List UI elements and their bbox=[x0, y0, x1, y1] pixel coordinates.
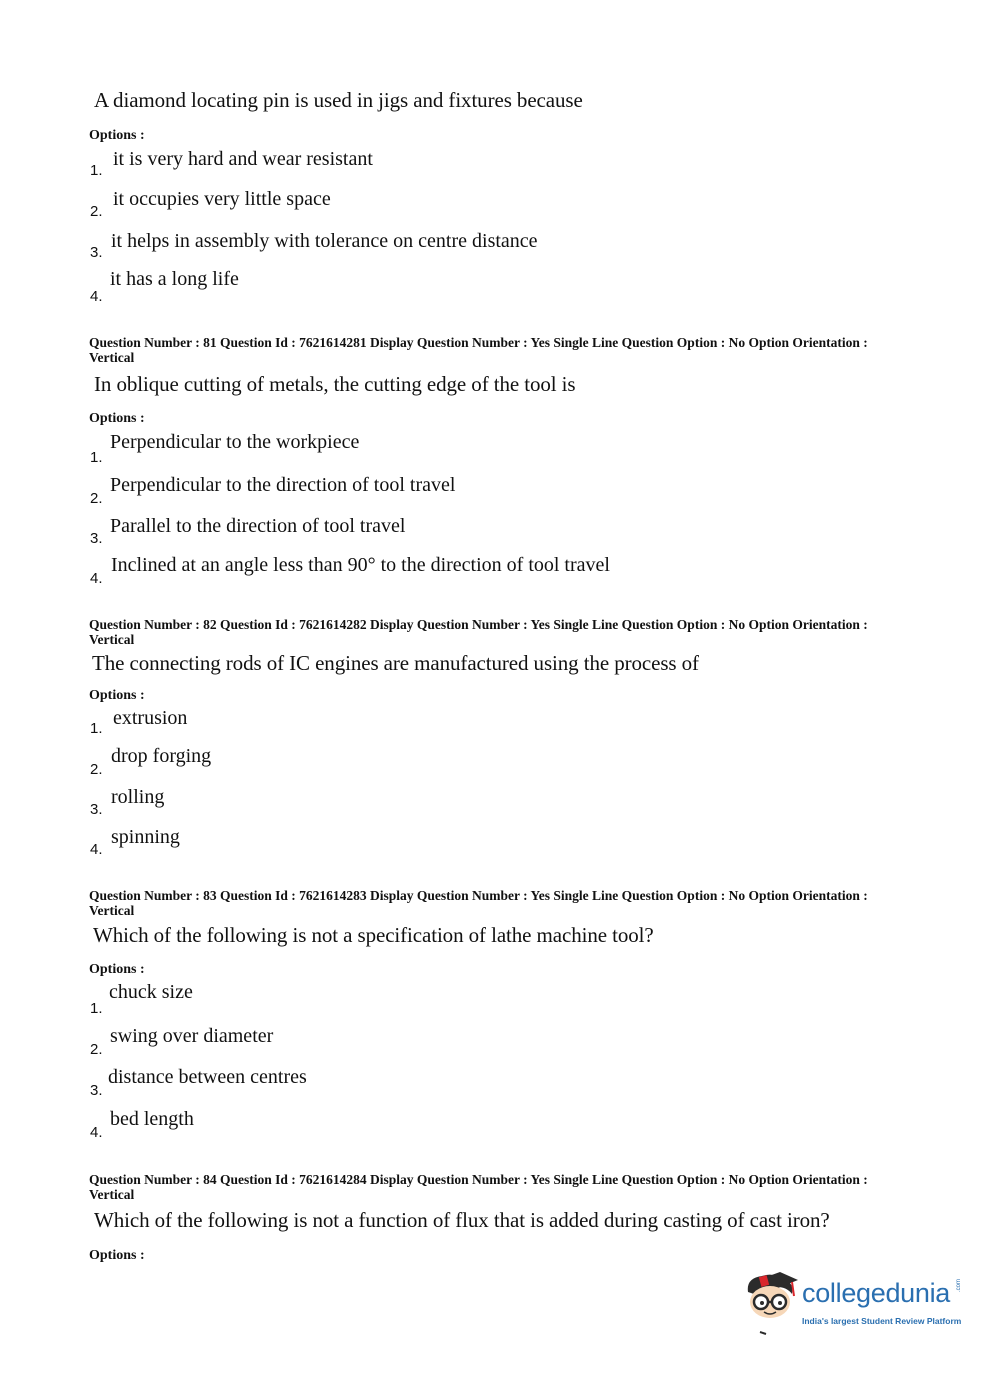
option-number: 3. bbox=[90, 1082, 103, 1099]
option-number: 1. bbox=[90, 162, 103, 179]
option-number: 1. bbox=[90, 449, 103, 466]
options-label: Options : bbox=[89, 962, 145, 977]
option-number: 3. bbox=[90, 244, 103, 261]
option-number: 4. bbox=[90, 841, 103, 858]
option-number: 4. bbox=[90, 1124, 103, 1141]
option-number: 2. bbox=[90, 203, 103, 220]
option-text: bed length bbox=[110, 1108, 194, 1130]
option-text: it occupies very little space bbox=[113, 188, 331, 210]
option-number: 2. bbox=[90, 761, 103, 778]
option-text: Perpendicular to the direction of tool travel bbox=[110, 474, 456, 496]
options-label: Options : bbox=[89, 688, 145, 703]
option-text: Parallel to the direction of tool travel bbox=[110, 515, 406, 537]
option-number: 3. bbox=[90, 801, 103, 818]
option-number: 2. bbox=[90, 1041, 103, 1058]
question-text: Which of the following is not a function of flux that is added during casting of cast iron? bbox=[94, 1208, 830, 1232]
option-text: Inclined at an angle less than 90° to the direction of tool travel bbox=[111, 554, 610, 576]
option-number: 1. bbox=[90, 1000, 103, 1017]
question-text: The connecting rods of IC engines are manufactured using the process of bbox=[92, 651, 699, 675]
option-text: extrusion bbox=[113, 707, 188, 729]
question-meta: Question Number : 84 Question Id : 7621614284 Display Question Number : Yes Single Line Question Option : No Option Orientation : Vertical bbox=[89, 1172, 868, 1202]
option-number: 4. bbox=[90, 570, 103, 587]
question-text: In oblique cutting of metals, the cutting edge of the tool is bbox=[94, 372, 576, 396]
option-text: it is very hard and wear resistant bbox=[113, 148, 373, 170]
collegedunia-logo bbox=[740, 1270, 970, 1340]
option-text: Perpendicular to the workpiece bbox=[110, 431, 360, 453]
option-number: 1. bbox=[90, 720, 103, 737]
option-text: it helps in assembly with tolerance on centre distance bbox=[111, 230, 538, 252]
option-text: chuck size bbox=[109, 981, 193, 1003]
question-meta: Question Number : 81 Question Id : 7621614281 Display Question Number : Yes Single Line Question Option : No Option Orientation : Vertical bbox=[89, 335, 868, 365]
option-number: 3. bbox=[90, 530, 103, 547]
logo-tagline: India's largest Student Review Platform bbox=[802, 1316, 962, 1326]
option-text: drop forging bbox=[111, 745, 212, 767]
option-text: rolling bbox=[111, 786, 165, 808]
options-label: Options : bbox=[89, 1248, 145, 1263]
logo-domain: .com bbox=[956, 1278, 962, 1292]
option-number: 2. bbox=[90, 490, 103, 507]
question-text: A diamond locating pin is used in jigs and fixtures because bbox=[94, 88, 583, 112]
logo-wordmark: collegedunia bbox=[802, 1278, 951, 1308]
option-text: distance between centres bbox=[108, 1066, 307, 1088]
option-text: swing over diameter bbox=[110, 1025, 274, 1047]
option-text: it has a long life bbox=[110, 268, 239, 290]
mascot-icon bbox=[740, 1270, 802, 1340]
option-text: spinning bbox=[111, 826, 180, 848]
question-text: Which of the following is not a specification of lathe machine tool? bbox=[93, 923, 654, 947]
option-number: 4. bbox=[90, 288, 103, 305]
options-label: Options : bbox=[89, 128, 145, 143]
question-meta: Question Number : 82 Question Id : 7621614282 Display Question Number : Yes Single Line Question Option : No Option Orientation : Vertical bbox=[89, 617, 868, 647]
question-meta: Question Number : 83 Question Id : 7621614283 Display Question Number : Yes Single Line Question Option : No Option Orientation : Vertical bbox=[89, 888, 868, 918]
options-label: Options : bbox=[89, 411, 145, 426]
